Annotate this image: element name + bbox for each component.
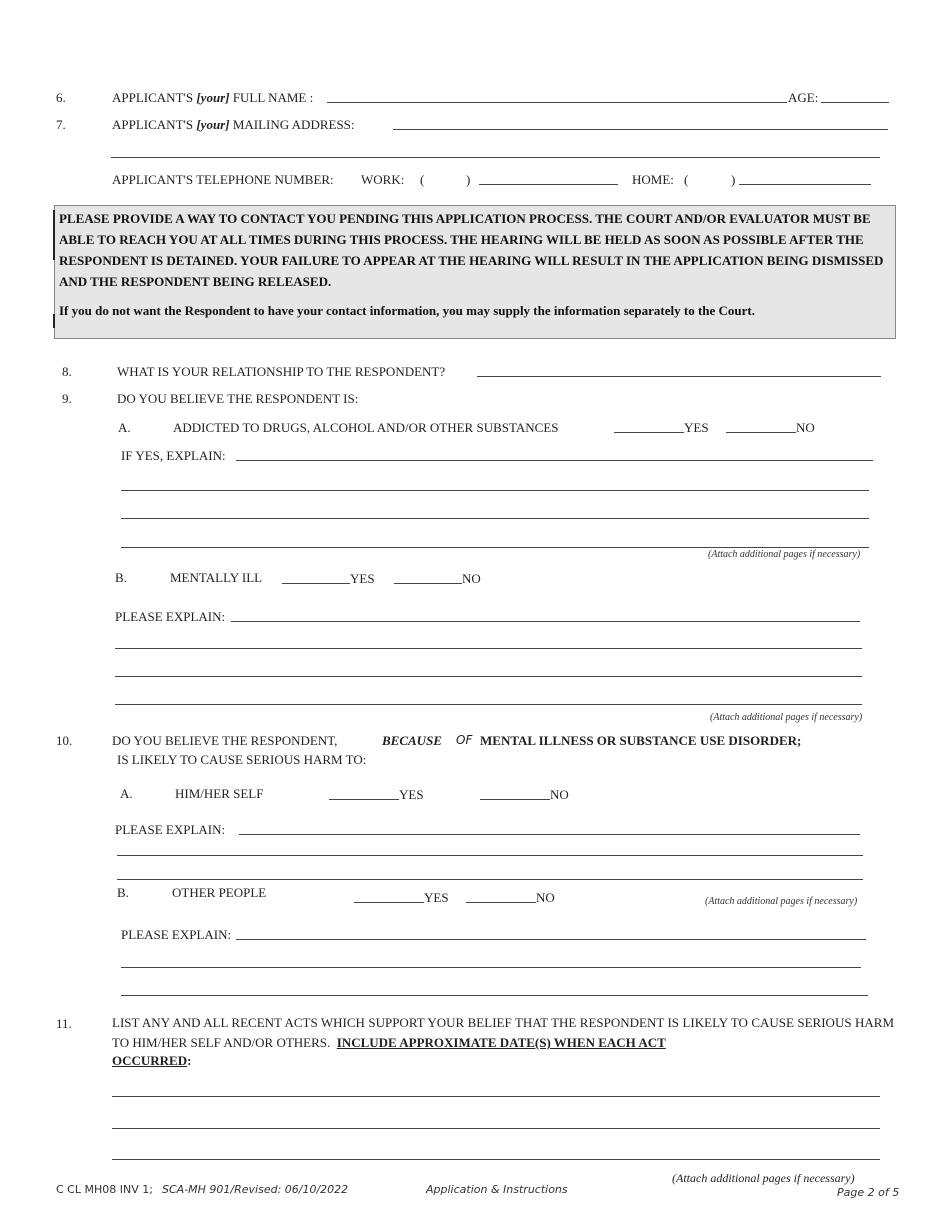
q10-label-part1: DO YOU BELIEVE THE RESPONDENT, xyxy=(112,733,338,748)
age-field[interactable] xyxy=(821,102,889,103)
age-label: AGE: xyxy=(788,90,819,105)
q9a-letter: A. xyxy=(118,420,131,435)
q11-colon: : xyxy=(187,1053,192,1068)
q9a-explain-field-3[interactable] xyxy=(121,518,869,519)
q6-number: 6. xyxy=(56,90,66,105)
q10a-no-blank[interactable] xyxy=(480,799,550,800)
footer-title: Application & Instructions xyxy=(426,1183,568,1196)
q9b-label: MENTALLY ILL xyxy=(170,570,263,585)
relationship-field[interactable] xyxy=(477,376,881,377)
q10b-yes-blank[interactable] xyxy=(354,902,424,903)
q9b-explain-field-2[interactable] xyxy=(115,648,862,649)
q11-label xyxy=(112,1013,894,1053)
q9a-yes-blank[interactable] xyxy=(614,432,684,433)
q9b-attach-note: (Attach additional pages if necessary) xyxy=(710,712,863,723)
q10a-no-label: NO xyxy=(550,787,569,802)
q10a-explain-field-1[interactable] xyxy=(239,834,860,835)
q9a-explain-label: IF YES, EXPLAIN: xyxy=(121,448,226,463)
notice-paragraph-2: If you do not want the Respondent to have your contact information, you may supply the information separately to the Court. xyxy=(59,303,755,318)
q10b-yes-label: YES xyxy=(424,890,449,905)
q11-field-3[interactable] xyxy=(112,1159,880,1160)
q7-label-pre: APPLICANT'S xyxy=(112,117,197,132)
q11-field-2[interactable] xyxy=(112,1128,880,1129)
q9a-explain-field-4[interactable] xyxy=(121,547,869,548)
q10-number: 10. xyxy=(56,733,73,748)
notice-paragraph-1: PLEASE PROVIDE A WAY TO CONTACT YOU PENDING THIS APPLICATION PROCESS. THE COURT AND/OR EVALUATOR MUST BE ABLE TO REACH YOU AT ALL TIMES DURING THIS PROCESS. THE HEARING WILL BE HELD AS SOON AS POSSIBLE AFTER THE RESPONDENT IS DETAINED. YOUR FAILURE TO APPEAR AT THE HEARING WILL RESULT IN THE APPLICATION BEING DISMISSED AND THE RESPONDENT BEING RELEASED. xyxy=(59,211,884,289)
full-name-field[interactable] xyxy=(327,102,787,103)
q9b-yes-label: YES xyxy=(350,571,375,586)
home-paren-open: ( xyxy=(684,172,689,187)
work-label: WORK: xyxy=(361,172,405,187)
q9b-explain-field-1[interactable] xyxy=(231,621,860,622)
footer-form-number: SCA-MH 901/Revised: 06/10/2022 xyxy=(162,1183,349,1196)
q10b-label: OTHER PEOPLE xyxy=(172,885,267,900)
home-phone-field[interactable] xyxy=(739,184,871,185)
q7-your: [your] xyxy=(196,117,230,132)
home-paren-close: ) xyxy=(731,172,736,187)
q10a-yes-blank[interactable] xyxy=(329,799,399,800)
q9a-no-blank[interactable] xyxy=(726,432,796,433)
q10b-explain-label: PLEASE EXPLAIN: xyxy=(121,927,232,942)
q9b-no-label: NO xyxy=(462,571,481,586)
q9a-explain-field-2[interactable] xyxy=(121,490,869,491)
contact-notice-box xyxy=(54,205,896,339)
q10b-explain-field-1[interactable] xyxy=(236,939,866,940)
work-paren-open: ( xyxy=(420,172,425,187)
q10a-explain-field-2[interactable] xyxy=(117,855,863,856)
q7-label-post: MAILING ADDRESS: xyxy=(229,117,355,132)
q11-field-1[interactable] xyxy=(112,1096,880,1097)
q10-because: BECAUSE xyxy=(382,733,442,748)
footer-page-number: Page 2 of 5 xyxy=(837,1186,900,1199)
q10-label-part2: MENTAL ILLNESS OR SUBSTANCE USE DISORDER; xyxy=(480,733,802,748)
q9a-label: ADDICTED TO DRUGS, ALCOHOL AND/OR OTHER SUBSTANCES xyxy=(173,420,559,435)
q11-number: 11. xyxy=(56,1016,72,1031)
q11-emphasis-1: INCLUDE APPROXIMATE DATE(S) WHEN EACH ACT xyxy=(336,1035,666,1050)
q10b-attach-note: (Attach additional pages if necessary) xyxy=(705,896,858,907)
q7-number: 7. xyxy=(56,117,66,132)
mailing-address-field-1[interactable] xyxy=(393,129,888,130)
q10b-letter: B. xyxy=(117,885,129,900)
q9b-yes-blank[interactable] xyxy=(282,583,350,584)
q10-label-line2: IS LIKELY TO CAUSE SERIOUS HARM TO: xyxy=(117,752,367,767)
notice-left-bar xyxy=(53,210,55,260)
q10b-explain-field-2[interactable] xyxy=(121,967,861,968)
q9b-explain-field-4[interactable] xyxy=(115,704,862,705)
q10b-no-blank[interactable] xyxy=(466,902,536,903)
q9a-no-label: NO xyxy=(796,420,815,435)
q10a-explain-label: PLEASE EXPLAIN: xyxy=(115,822,226,837)
q9-number: 9. xyxy=(62,391,72,406)
q9b-letter: B. xyxy=(115,570,127,585)
q6-label-post: FULL NAME : xyxy=(229,90,314,105)
work-paren-close: ) xyxy=(466,172,471,187)
mailing-address-field-2[interactable] xyxy=(111,157,880,158)
q8-number: 8. xyxy=(62,364,72,379)
q6-label-pre: APPLICANT'S xyxy=(112,90,197,105)
q10a-explain-field-3[interactable] xyxy=(117,879,863,880)
q11-attach-note: (Attach additional pages if necessary) xyxy=(672,1171,855,1185)
q9a-yes-label: YES xyxy=(684,420,709,435)
phone-label: APPLICANT'S TELEPHONE NUMBER: xyxy=(112,172,334,187)
q10b-no-label: NO xyxy=(536,890,555,905)
q10a-yes-label: YES xyxy=(399,787,424,802)
q9-label: DO YOU BELIEVE THE RESPONDENT IS: xyxy=(117,391,359,406)
q9a-explain-field-1[interactable] xyxy=(236,460,873,461)
q7-label xyxy=(112,117,355,133)
q6-your: [your] xyxy=(196,90,230,105)
q9b-no-blank[interactable] xyxy=(394,583,462,584)
q6-label xyxy=(112,90,313,106)
q10-of: OF xyxy=(456,733,473,747)
q10a-letter: A. xyxy=(120,786,133,801)
q10a-label: HIM/HER SELF xyxy=(175,786,264,801)
q11-text: LIST ANY AND ALL RECENT ACTS WHICH SUPPORT YOUR BELIEF THAT THE RESPONDENT IS LIKELY TO CAUSE SERIOUS HARM TO HIM/HER SELF AND/OR OTHERS. xyxy=(112,1015,894,1050)
notice-left-bar-2 xyxy=(53,314,55,328)
q8-label: WHAT IS YOUR RELATIONSHIP TO THE RESPONDENT? xyxy=(117,364,446,379)
q9b-explain-label: PLEASE EXPLAIN: xyxy=(115,609,226,624)
home-label: HOME: xyxy=(632,172,674,187)
q11-label-end xyxy=(112,1053,191,1069)
q11-emphasis-2: OCCURRED xyxy=(112,1053,188,1068)
q9a-attach-note: (Attach additional pages if necessary) xyxy=(708,549,861,560)
q9b-explain-field-3[interactable] xyxy=(115,676,862,677)
q10b-explain-field-3[interactable] xyxy=(121,995,868,996)
work-phone-field[interactable] xyxy=(479,184,618,185)
footer-code: C CL MH08 INV 1; xyxy=(56,1183,153,1196)
